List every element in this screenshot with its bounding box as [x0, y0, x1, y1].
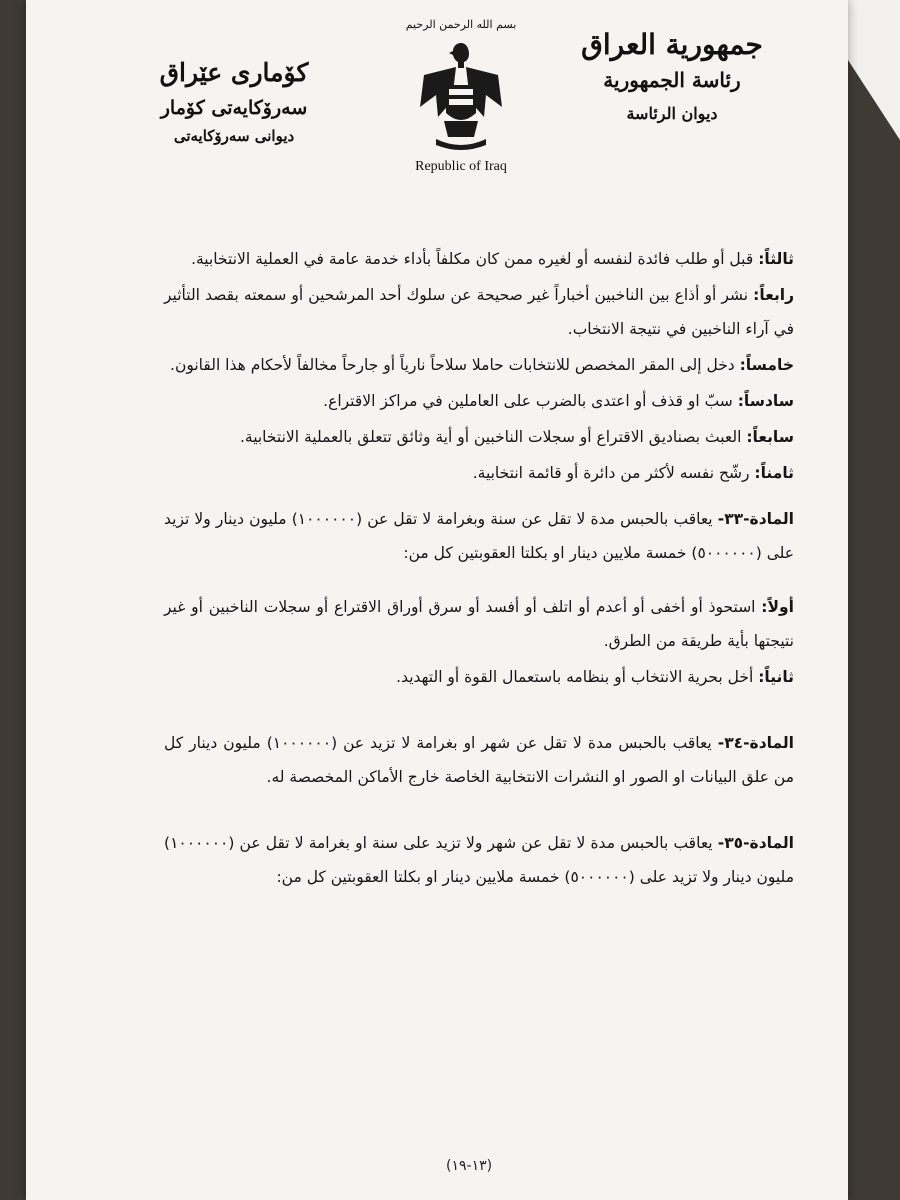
header-kurdish-sub2: دیوانی سەرۆکایەتی	[173, 127, 295, 145]
article-35	[164, 826, 794, 894]
clause-text: استحوذ أو أخفى أو أعدم أو اتلف أو أفسد أو سرق أوراق الاقتراع أو سجلات الناخبين أو غير نتيجتها بأية طريقة من الطرق.	[164, 598, 794, 650]
header-arabic-sub2: ديوان الرئاسة	[626, 103, 718, 123]
clause-label: سادساً:	[737, 392, 794, 410]
document-page	[26, 0, 848, 1200]
clause-text: أخل بحرية الانتخاب أو بنظامه باستعمال القوة أو التهديد.	[396, 668, 759, 686]
article-label: المادة-٣٣-	[717, 510, 794, 528]
article-text: يعاقب بالحبس مدة لا تقل عن سنة وبغرامة لا تقل عن (١٠٠٠٠٠٠) مليون دينار ولا تزيد على (٥٠٠٠٠٠٠) خمسة ملايين دينار او بكلتا العقوبتين كل من:	[164, 510, 794, 562]
header-kurdish	[114, 58, 354, 145]
clause-label: خامساً:	[739, 356, 794, 374]
spacer	[164, 572, 794, 590]
clause-item	[164, 384, 794, 418]
clause-label: ثانياً:	[758, 668, 794, 686]
header-kurdish-title: كۆماری عێراق	[159, 58, 309, 87]
article-text: يعاقب بالحبس مدة لا تقل عن شهر او بغرامة لا تزيد عن (١٠٠٠٠٠٠) مليون دينار كل من علق البيانات او الصور او النشرات الانتخابية الخاصة خارج الأماكن المخصصة له.	[164, 734, 794, 786]
article-34	[164, 726, 794, 794]
clause-text: قبل أو طلب فائدة لنفسه أو لغيره ممن كان مكلفاً بأداء خدمة عامة في العملية الانتخابية.	[191, 250, 759, 268]
clause-item	[164, 278, 794, 346]
spacer	[164, 796, 794, 814]
clause-item	[164, 590, 794, 658]
header-arabic	[552, 28, 792, 123]
article-33	[164, 502, 794, 570]
clause-item	[164, 456, 794, 490]
page-reference: (١٣-١٩)	[446, 1158, 493, 1174]
clause-label: رابعاً:	[753, 286, 794, 304]
clause-item	[164, 242, 794, 276]
article-label: المادة-٣٤-	[717, 734, 794, 752]
header-emblem	[381, 18, 541, 175]
clause-label: ثامناً:	[754, 464, 794, 482]
clause-text: نشر أو أذاع بين الناخبين أخباراً غير صحيحة عن سلوك أحد المرشحين أو سمعته بقصد التأثير في آراء الناخبين في نتيجة الانتخاب.	[164, 286, 794, 338]
iraq-eagle-emblem-icon	[416, 37, 506, 155]
clause-label: أولاً:	[761, 598, 794, 616]
header-kurdish-sub1: سەرۆکایەتی کۆمار	[160, 97, 308, 119]
article-label: المادة-٣٥-	[717, 834, 794, 852]
spacer	[164, 696, 794, 714]
emblem-caption: Republic of Iraq	[415, 159, 507, 174]
header-arabic-title: جمهورية العراق	[581, 28, 763, 61]
header-arabic-sub1: رئاسة الجمهورية	[603, 67, 741, 92]
clause-text: سبّ او قذف أو اعتدى بالضرب على العاملين في مراكز الاقتراع.	[323, 392, 738, 410]
clause-text: دخل إلى المقر المخصص للانتخابات حاملا سلاحاً نارياً أو جارحاً مخالفاً لأحكام هذا القانون.	[170, 356, 740, 374]
clause-item	[164, 348, 794, 382]
clause-item	[164, 660, 794, 694]
article-text: يعاقب بالحبس مدة لا تقل عن شهر ولا تزيد على سنة او بغرامة لا تقل عن (١٠٠٠٠٠٠) مليون دينار ولا تزيد على (٥٠٠٠٠٠٠) خمسة ملايين دينار او بكلتا العقوبتين كل من:	[164, 834, 794, 886]
basmala: بسم الله الرحمن الرحيم	[405, 18, 517, 31]
clause-text: رشّح نفسه لأكثر من دائرة أو قائمة انتخابية.	[472, 464, 755, 482]
clause-label: سابعاً:	[746, 428, 794, 446]
clause-text: العبث بصناديق الاقتراع أو سجلات الناخبين أو أية وثائق تتعلق بالعملية الانتخابية.	[239, 428, 747, 446]
clause-label: ثالثاً:	[758, 250, 794, 268]
clause-item	[164, 420, 794, 454]
document-body	[164, 242, 794, 896]
